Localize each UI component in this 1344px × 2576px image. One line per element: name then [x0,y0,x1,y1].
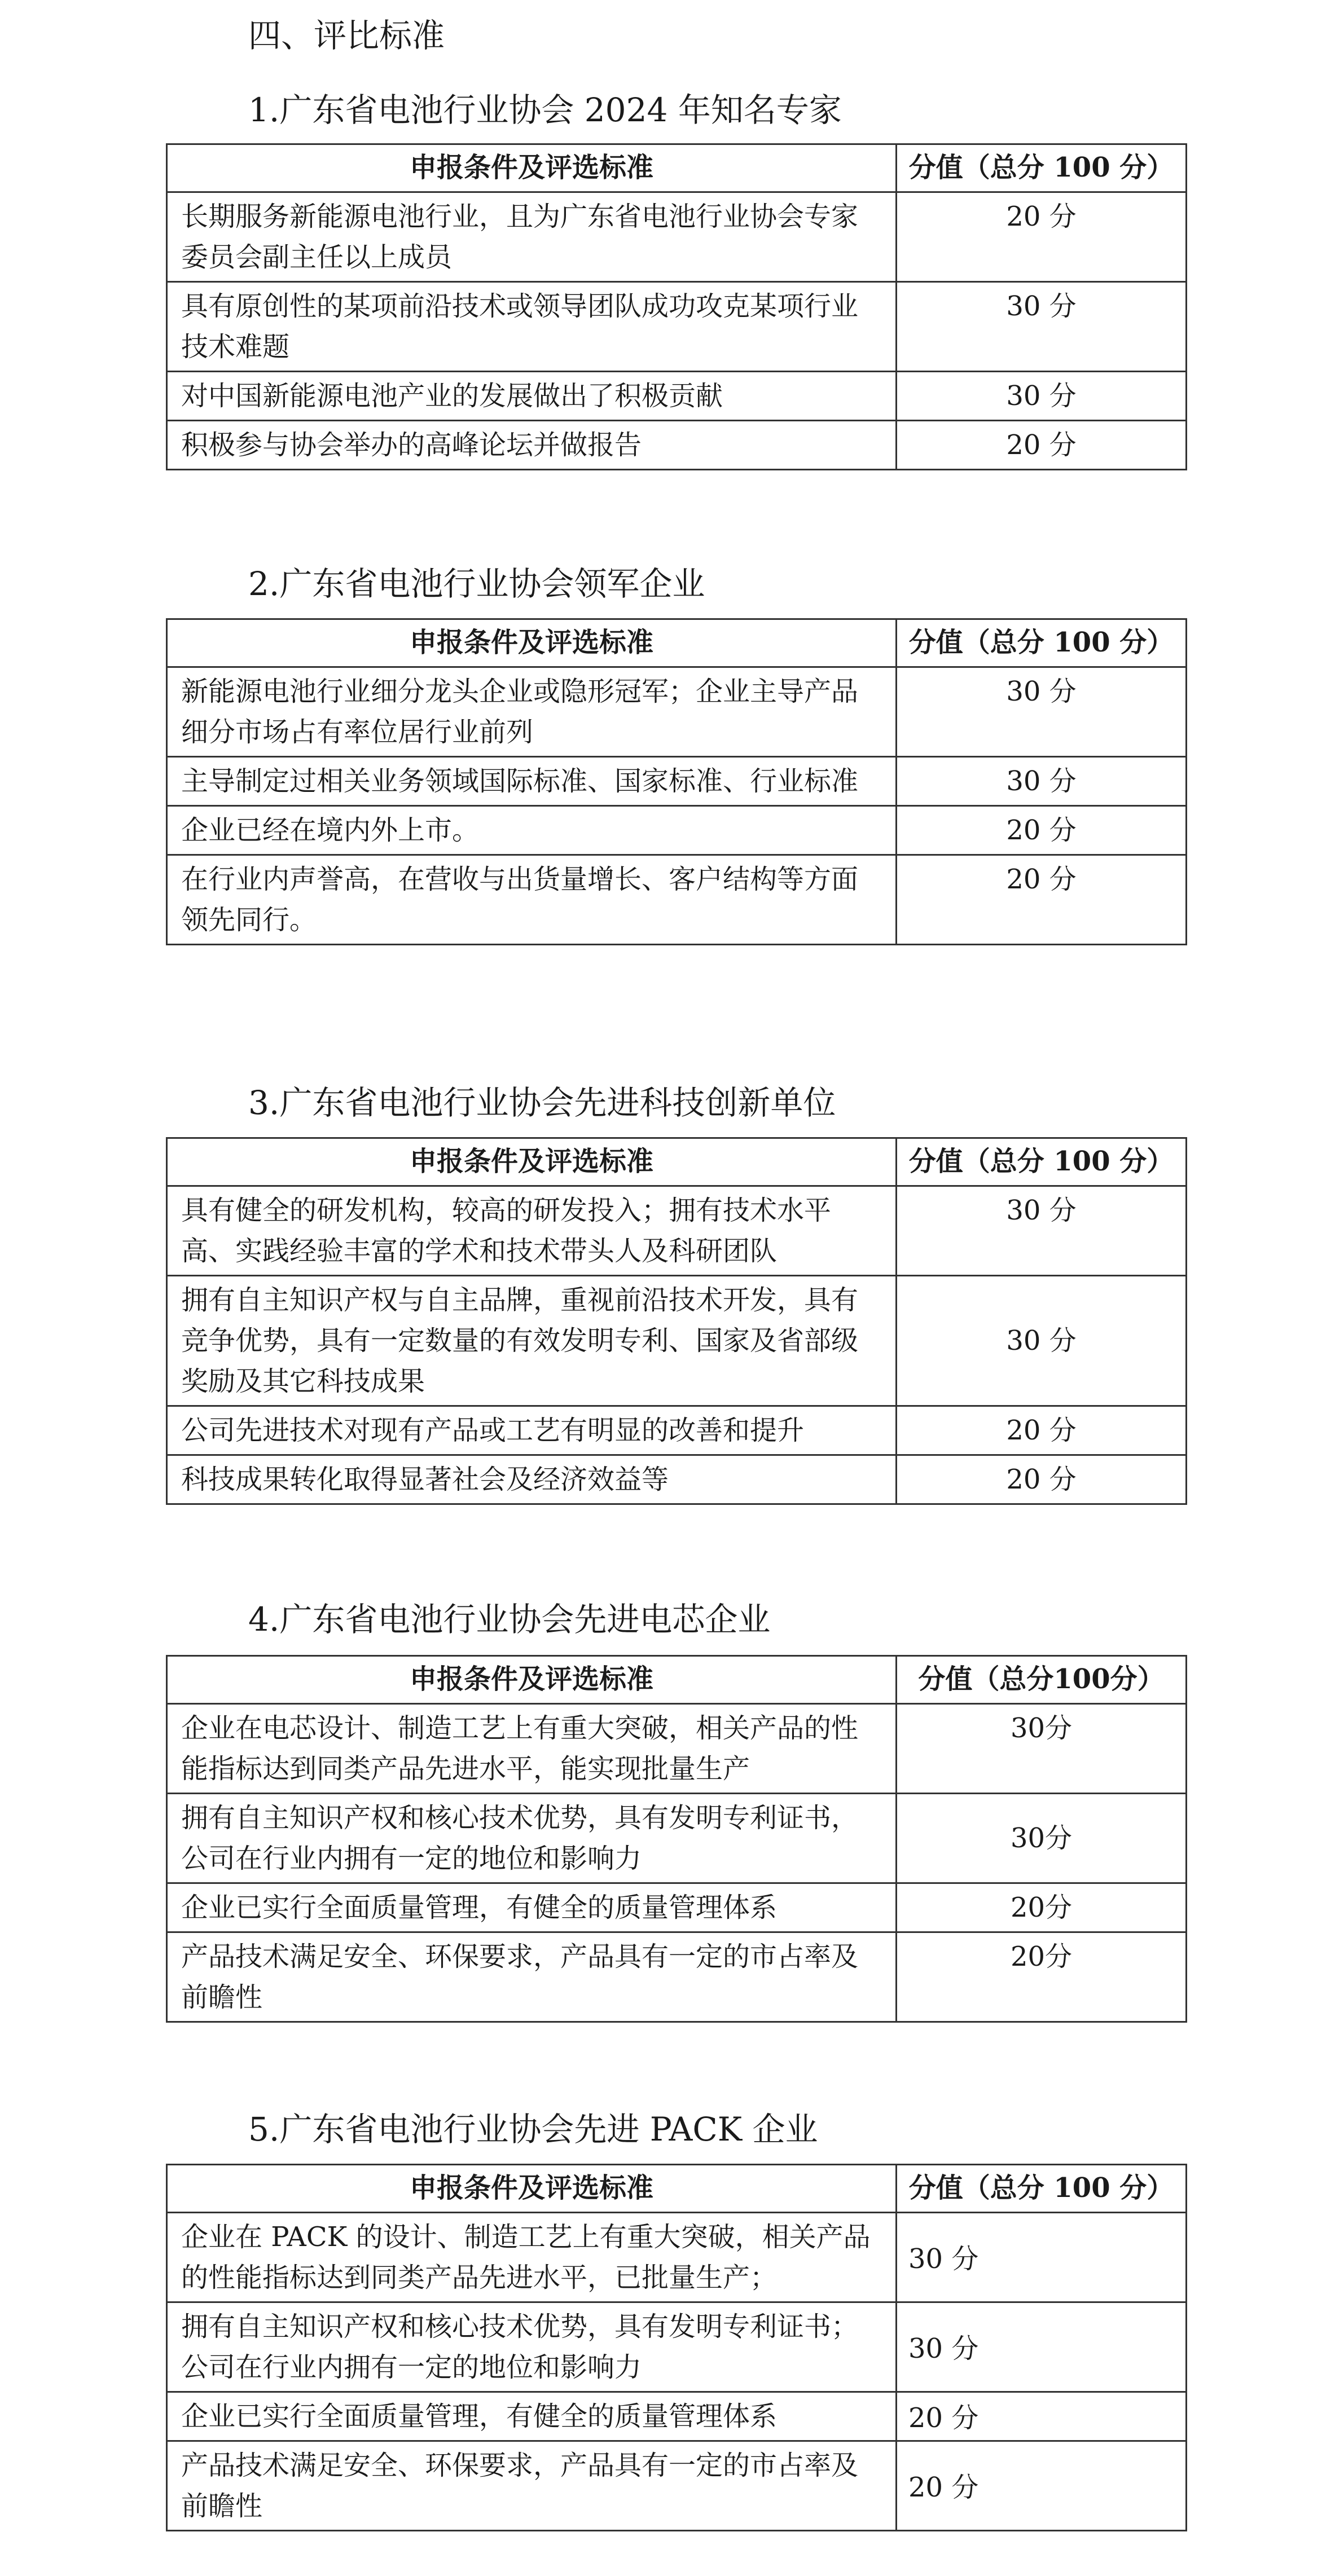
table-header [167,1656,1187,1704]
criteria-header: 申报条件及评选标准 [167,144,897,192]
table-row [167,2392,1187,2441]
criteria-cell: 企业已实行全面质量管理，有健全的质量管理体系 [167,1883,897,1932]
criteria-cell: 长期服务新能源电池行业，且为广东省电池行业协会专家委员会副主任以上成员 [167,192,897,282]
criteria-cell: 具有健全的研发机构，较高的研发投入；拥有技术水平高、实践经验丰富的学术和技术带头人及科研团队 [167,1186,897,1276]
table-row [167,2213,1187,2302]
score-cell: 30 分 [897,1276,1187,1406]
score-cell: 30 分 [897,282,1187,372]
score-cell: 20 分 [897,806,1187,855]
score-cell: 30 分 [897,372,1187,421]
criteria-cell: 新能源电池行业细分龙头企业或隐形冠军；企业主导产品细分市场占有率位居行业前列 [167,667,897,757]
score-cell: 30 分 [897,1186,1187,1276]
criteria-cell: 主导制定过相关业务领域国际标准、国家标准、行业标准 [167,757,897,806]
criteria-header: 申报条件及评选标准 [167,1138,897,1186]
section-5-table [166,2164,1187,2531]
criteria-cell: 拥有自主知识产权与自主品牌，重视前沿技术开发，具有竞争优势，具有一定数量的有效发明专利、国家及省部级奖励及其它科技成果 [167,1276,897,1406]
score-cell: 20 分 [897,421,1187,470]
criteria-cell: 企业在电芯设计、制造工艺上有重大突破，相关产品的性能指标达到同类产品先进水平，能实现批量生产 [167,1704,897,1794]
table-row [167,1794,1187,1883]
table-header [167,2165,1187,2213]
criteria-cell: 产品技术满足安全、环保要求，产品具有一定的市占率及前瞻性 [167,1932,897,2022]
table-row [167,667,1187,757]
table-row [167,806,1187,855]
score-cell: 20分 [897,1883,1187,1932]
criteria-cell: 拥有自主知识产权和核心技术优势，具有发明专利证书，公司在行业内拥有一定的地位和影响力 [167,1794,897,1883]
criteria-cell: 企业已实行全面质量管理，有健全的质量管理体系 [167,2392,897,2441]
score-cell: 20 分 [897,192,1187,282]
page-heading: 四、评比标准 [248,16,445,55]
criteria-cell: 积极参与协会举办的高峰论坛并做报告 [167,421,897,470]
table-row [167,1932,1187,2022]
section-4-table [166,1655,1187,2023]
score-cell: 30 分 [897,757,1187,806]
score-cell: 30 分 [897,2302,1187,2392]
score-cell: 30 分 [897,2213,1187,2302]
table-row [167,1406,1187,1455]
section-1-title: 1.广东省电池行业协会 2024 年知名专家 [248,91,842,129]
criteria-cell: 对中国新能源电池产业的发展做出了积极贡献 [167,372,897,421]
score-header: 分值（总分100分） [897,1656,1187,1704]
table-row [167,757,1187,806]
criteria-cell: 公司先进技术对现有产品或工艺有明显的改善和提升 [167,1406,897,1455]
score-header: 分值（总分 100 分） [897,619,1187,667]
table-header [167,144,1187,192]
section-3-title: 3.广东省电池行业协会先进科技创新单位 [248,1084,836,1122]
table-header [167,619,1187,667]
score-header: 分值（总分 100 分） [897,144,1187,192]
section-4-title: 4.广东省电池行业协会先进电芯企业 [248,1600,771,1639]
table-row [167,2302,1187,2392]
score-cell: 20 分 [897,2441,1187,2531]
table-header [167,1138,1187,1186]
table-row [167,192,1187,282]
criteria-cell: 具有原创性的某项前沿技术或领导团队成功攻克某项行业技术难题 [167,282,897,372]
criteria-cell: 科技成果转化取得显著社会及经济效益等 [167,1455,897,1504]
score-cell: 30分 [897,1794,1187,1883]
table-row [167,1704,1187,1794]
criteria-cell: 拥有自主知识产权和核心技术优势，具有发明专利证书；公司在行业内拥有一定的地位和影响力 [167,2302,897,2392]
table-row [167,1883,1187,1932]
score-cell: 30分 [897,1704,1187,1794]
criteria-header: 申报条件及评选标准 [167,1656,897,1704]
score-header: 分值（总分 100 分） [897,1138,1187,1186]
score-header: 分值（总分 100 分） [897,2165,1187,2213]
table-row [167,1455,1187,1504]
section-2-title: 2.广东省电池行业协会领军企业 [248,565,705,603]
score-cell: 20 分 [897,1455,1187,1504]
score-cell: 20 分 [897,2392,1187,2441]
score-cell: 30 分 [897,667,1187,757]
score-cell: 20 分 [897,1406,1187,1455]
table-row [167,855,1187,945]
criteria-cell: 企业已经在境内外上市。 [167,806,897,855]
criteria-header: 申报条件及评选标准 [167,2165,897,2213]
table-row [167,282,1187,372]
score-cell: 20 分 [897,855,1187,945]
table-row [167,1276,1187,1406]
section-5-title: 5.广东省电池行业协会先进 PACK 企业 [248,2110,818,2148]
table-row [167,2441,1187,2531]
criteria-cell: 产品技术满足安全、环保要求，产品具有一定的市占率及前瞻性 [167,2441,897,2531]
criteria-cell: 企业在 PACK 的设计、制造工艺上有重大突破，相关产品的性能指标达到同类产品先进水平，已批量生产； [167,2213,897,2302]
criteria-header: 申报条件及评选标准 [167,619,897,667]
section-3-table [166,1137,1187,1505]
table-row [167,372,1187,421]
score-cell: 20分 [897,1932,1187,2022]
table-row [167,1186,1187,1276]
criteria-cell: 在行业内声誉高，在营收与出货量增长、客户结构等方面领先同行。 [167,855,897,945]
section-1-table [166,143,1187,470]
table-row [167,421,1187,470]
section-2-table [166,618,1187,945]
